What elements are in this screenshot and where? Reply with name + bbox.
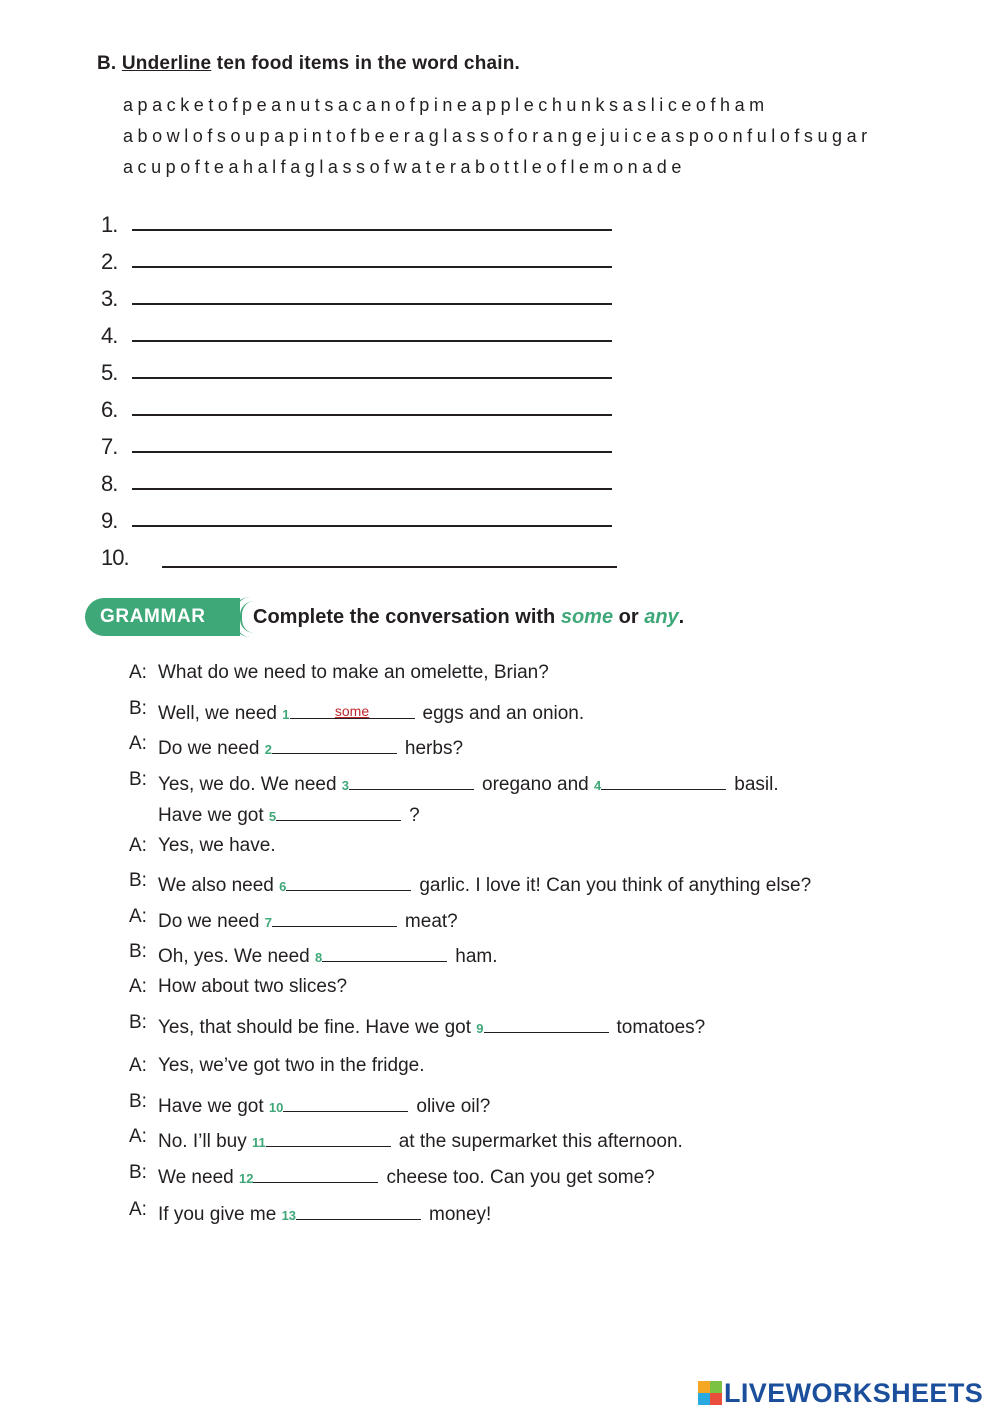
dialogue-fragment: at the supermarket this afternoon. — [398, 1131, 683, 1152]
dialogue-fragment: Have we got — [158, 805, 269, 826]
answer-line — [132, 266, 612, 268]
dialogue-text — [158, 1126, 683, 1153]
answer-gap[interactable] — [322, 941, 447, 962]
dialogue-line — [0, 1091, 1000, 1119]
answer-number: 3. — [101, 286, 118, 311]
answer-input[interactable] — [132, 239, 612, 265]
dialogue-fragment: eggs and an onion. — [422, 703, 585, 724]
speaker-label: A: — [129, 835, 147, 856]
grammar-label: GRAMMAR — [100, 606, 206, 627]
dialogue-line — [0, 1012, 1000, 1040]
answer-gap[interactable] — [272, 906, 397, 927]
dialogue-text — [158, 662, 549, 684]
speaker-label: A: — [129, 906, 147, 927]
gap-number: 8 — [315, 950, 323, 965]
logo-square — [698, 1381, 710, 1393]
answer-gap[interactable] — [272, 733, 397, 754]
word-chain-line-3: acupofteahalfaglassofwaterabottleoflemonade — [123, 157, 686, 177]
answer-line — [132, 303, 612, 305]
speaker-label: B: — [129, 698, 147, 719]
dialogue-line — [0, 835, 1000, 863]
answer-gap[interactable] — [283, 1091, 408, 1112]
dialogue-line — [0, 1162, 1000, 1190]
dialogue-fragment: If you give me — [158, 1204, 282, 1225]
gap-number: 6 — [279, 879, 287, 894]
dialogue-line — [0, 800, 1000, 828]
speaker-label: A: — [129, 1055, 147, 1076]
answer-line — [132, 377, 612, 379]
dialogue-line — [0, 1126, 1000, 1154]
logo-square — [710, 1393, 722, 1405]
answer-line — [162, 566, 617, 568]
answer-input[interactable] — [132, 313, 612, 339]
answer-line — [132, 340, 612, 342]
section-b-instruction: ten food items in the word chain. — [211, 53, 521, 74]
dialogue-fragment: tomatoes? — [616, 1017, 706, 1038]
dialogue-fragment: What do we need to make an omelette, Brian? — [158, 662, 549, 683]
example-answer: some — [334, 703, 370, 719]
dialogue-fragment: Have we got — [158, 1096, 269, 1117]
dialogue-fragment: Yes, that should be fine. Have we got — [158, 1017, 477, 1038]
dialogue-text — [158, 733, 463, 760]
dialogue-fragment: garlic. I love it! Can you think of anything else? — [419, 875, 812, 896]
logo-mark-icon — [698, 1381, 722, 1405]
dialogue-text — [158, 1162, 655, 1189]
answer-gap[interactable] — [290, 698, 415, 719]
answer-gap[interactable] — [276, 800, 401, 821]
keyword-any: any — [644, 606, 679, 628]
liveworksheets-logo — [698, 1376, 983, 1410]
answer-line — [132, 525, 612, 527]
answer-number: 4. — [101, 323, 118, 348]
speaker-label: B: — [129, 1091, 147, 1112]
answer-gap[interactable] — [484, 1012, 609, 1033]
gap-input[interactable] — [322, 934, 447, 960]
dialogue-line — [0, 733, 1000, 761]
answer-number: 6. — [101, 397, 118, 422]
dialogue-text — [158, 800, 420, 827]
dialogue-fragment: We need — [158, 1167, 239, 1188]
answer-gap[interactable] — [286, 870, 411, 891]
dialogue-fragment: Do we need — [158, 738, 265, 759]
dialogue-text — [158, 835, 276, 857]
answer-input[interactable] — [162, 539, 617, 565]
gap-input[interactable] — [484, 1005, 609, 1031]
answer-gap[interactable] — [266, 1126, 391, 1147]
section-letter: B. — [97, 53, 117, 74]
dialogue-fragment: olive oil? — [416, 1096, 491, 1117]
keyword-or: or — [613, 606, 645, 628]
instruction-period: . — [678, 606, 685, 628]
gap-number: 1 — [282, 707, 290, 722]
dialogue-fragment: Oh, yes. We need — [158, 946, 316, 967]
gap-input[interactable] — [286, 863, 411, 889]
dialogue-fragment: Yes, we have. — [158, 835, 276, 856]
answer-line — [132, 414, 612, 416]
dialogue-text — [158, 698, 584, 725]
dialogue-line — [0, 1055, 1000, 1083]
dialogue-fragment: ? — [409, 805, 420, 826]
gap-number: 10 — [268, 1100, 284, 1115]
speaker-label: A: — [129, 1199, 147, 1220]
gap-number: 13 — [281, 1208, 297, 1223]
dialogue-fragment: ham. — [455, 946, 498, 967]
answer-input[interactable] — [132, 350, 612, 376]
gap-input[interactable] — [266, 1119, 391, 1145]
answer-input[interactable] — [132, 276, 612, 302]
gap-number: 4 — [594, 778, 602, 793]
dialogue-line — [0, 698, 1000, 726]
answer-row — [101, 506, 621, 540]
speaker-label: B: — [129, 1012, 147, 1033]
gap-input[interactable] — [283, 1084, 408, 1110]
answer-number: 7. — [101, 434, 118, 459]
answer-gap[interactable] — [253, 1162, 378, 1183]
grammar-instruction — [253, 606, 684, 629]
answer-input[interactable] — [132, 202, 612, 228]
gap-input[interactable] — [253, 1155, 378, 1181]
dialogue-fragment: No. I’ll buy — [158, 1131, 252, 1152]
dialogue-line — [0, 906, 1000, 934]
answer-gap[interactable] — [349, 769, 474, 790]
keyword-some: some — [560, 606, 614, 628]
logo-text: LIVEWORKSHEETS — [724, 1377, 984, 1408]
dialogue-fragment: money! — [429, 1204, 492, 1225]
answer-number: 5. — [101, 360, 118, 385]
dialogue-line — [0, 662, 1000, 690]
dialogue-fragment: Do we need — [158, 911, 265, 932]
speaker-label: B: — [129, 941, 147, 962]
gap-number: 11 — [251, 1135, 266, 1150]
dialogue-text — [158, 1199, 491, 1226]
section-b-heading — [97, 53, 520, 75]
answer-input[interactable] — [132, 461, 612, 487]
gap-input[interactable] — [272, 726, 397, 752]
answer-input[interactable] — [132, 498, 612, 524]
answer-input[interactable] — [132, 387, 612, 413]
dialogue-fragment: Yes, we’ve got two in the fridge. — [158, 1055, 425, 1076]
dialogue-line — [0, 941, 1000, 969]
grammar-instruction-prefix: Complete the conversation with — [253, 606, 561, 628]
dialogue-fragment: Yes, we do. We need — [158, 774, 342, 795]
gap-input[interactable] — [601, 762, 726, 788]
dialogue-text — [158, 870, 811, 897]
dialogue-text — [158, 1091, 490, 1118]
dialogue-line — [0, 870, 1000, 898]
gap-number: 7 — [264, 915, 272, 930]
dialogue-fragment: cheese too. Can you get some? — [386, 1167, 655, 1188]
dialogue-text — [158, 941, 498, 968]
answer-number: 10. — [101, 545, 129, 570]
answer-row — [101, 543, 621, 577]
dialogue-fragment: herbs? — [404, 738, 464, 759]
gap-number: 3 — [341, 778, 350, 793]
speaker-label: A: — [129, 1126, 147, 1147]
dialogue-fragment: oregano and — [482, 774, 595, 795]
dialogue-text — [158, 1012, 705, 1039]
underline-keyword: Underline — [121, 53, 212, 74]
answer-number: 1. — [101, 212, 118, 237]
word-chain-line-2: abowlofsoupapintofbeeraglassoforangejuiceaspoonfulofsugar — [123, 126, 872, 146]
dialogue-line — [0, 1199, 1000, 1227]
answer-gap[interactable] — [601, 769, 726, 790]
speaker-label: B: — [129, 870, 147, 891]
answer-line — [132, 488, 612, 490]
answer-input[interactable] — [132, 424, 612, 450]
speaker-label: A: — [129, 662, 147, 683]
gap-input[interactable] — [276, 793, 401, 819]
speaker-label: A: — [129, 733, 147, 754]
answer-line — [132, 451, 612, 453]
gap-number: 9 — [476, 1021, 484, 1036]
logo-square — [710, 1381, 722, 1393]
answer-number: 2. — [101, 249, 118, 274]
dialogue-fragment: How about two slices? — [158, 976, 348, 997]
dialogue-fragment: basil. — [734, 774, 779, 795]
dialogue-text — [158, 769, 779, 796]
answer-number: 9. — [101, 508, 118, 533]
dialogue-line — [0, 769, 1000, 797]
gap-input[interactable] — [296, 1192, 421, 1218]
gap-number: 2 — [264, 742, 272, 757]
dialogue-fragment: Well, we need — [158, 703, 283, 724]
dialogue-text — [158, 976, 347, 998]
dialogue-line — [0, 976, 1000, 1004]
answer-gap[interactable] — [296, 1199, 421, 1220]
gap-input[interactable] — [349, 762, 474, 788]
dialogue-text — [158, 1055, 425, 1077]
logo-square — [698, 1393, 710, 1405]
word-chain-line-1: apacketofpeanutsacanofpineapplechunksasliceofham — [123, 95, 769, 115]
speaker-label: B: — [129, 1162, 147, 1183]
dialogue-text — [158, 906, 458, 933]
gap-number: 12 — [238, 1171, 254, 1186]
speaker-label: B: — [129, 769, 147, 790]
answer-line — [132, 229, 612, 231]
gap-input[interactable] — [272, 899, 397, 925]
answer-number: 8. — [101, 471, 118, 496]
gap-number: 5 — [268, 809, 277, 824]
speaker-label: A: — [129, 976, 147, 997]
dialogue-fragment: We also need — [158, 875, 280, 896]
dialogue-fragment: meat? — [404, 911, 458, 932]
